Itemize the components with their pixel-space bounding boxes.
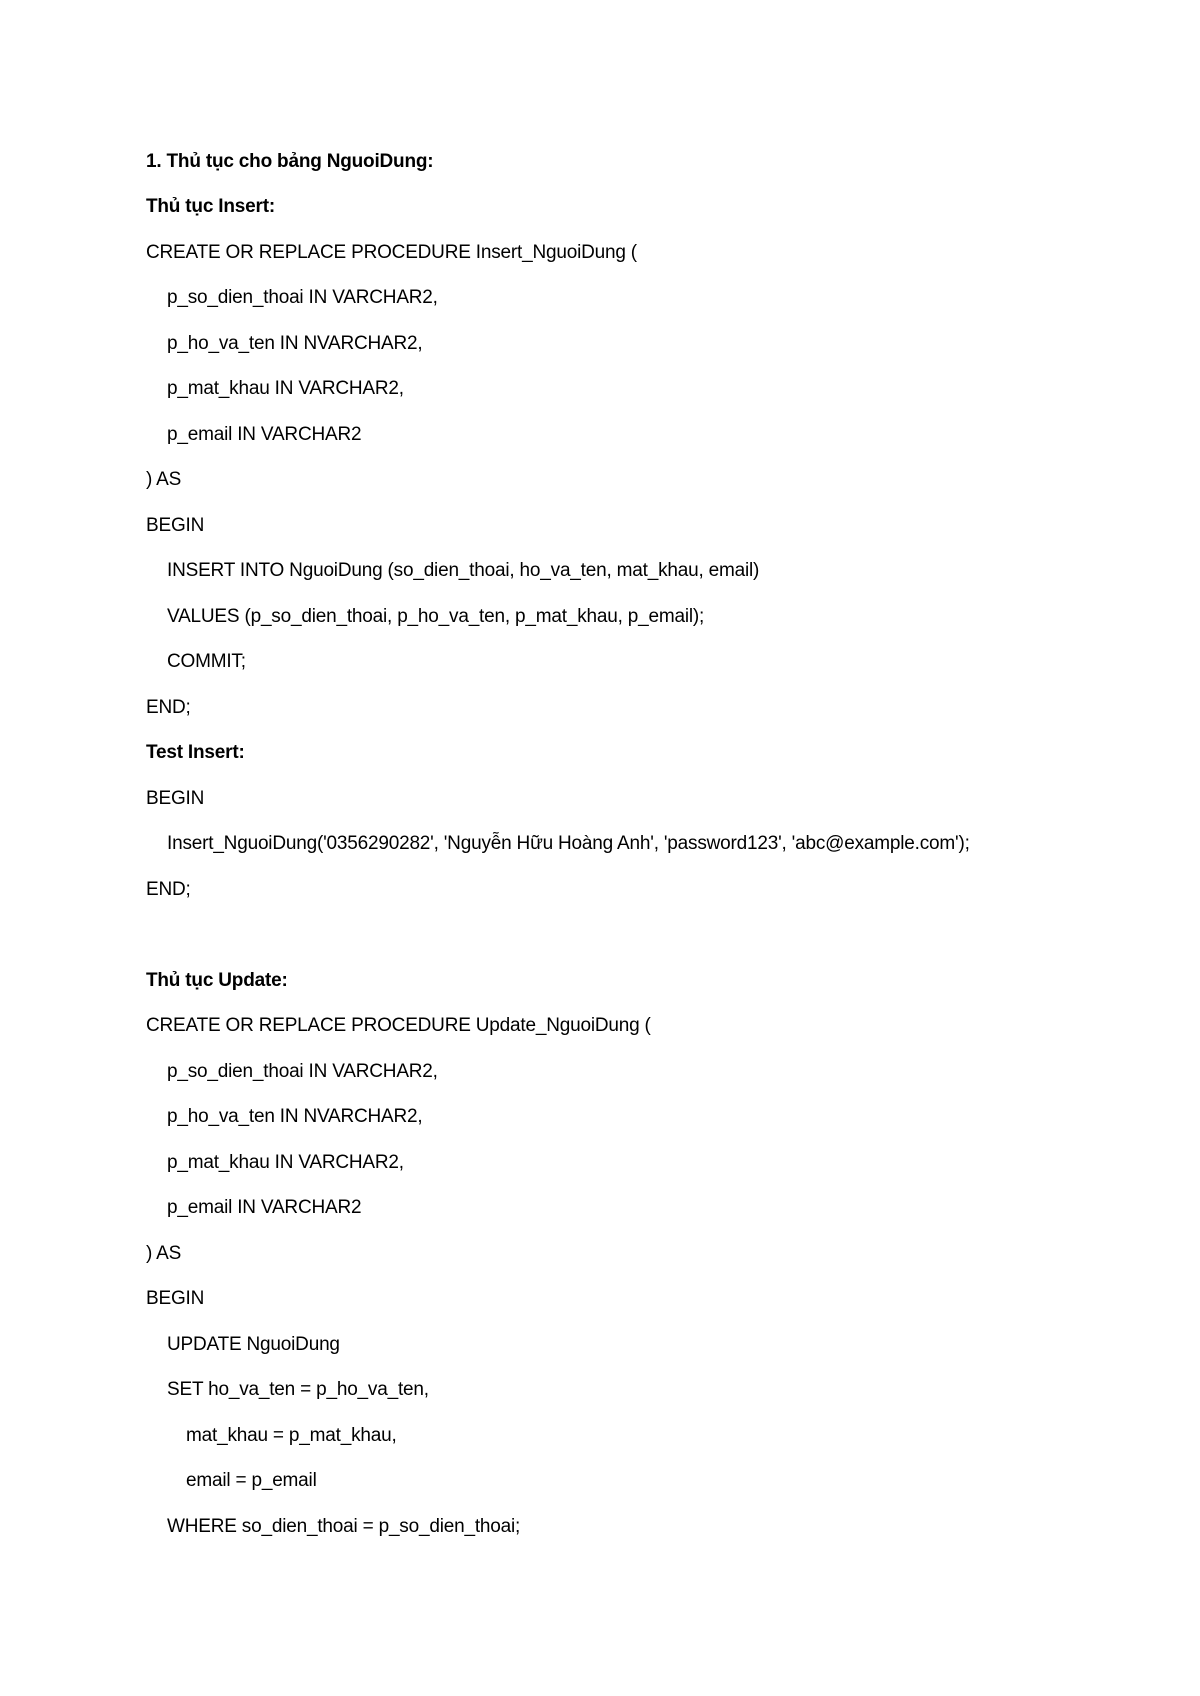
code-line: UPDATE NguoiDung <box>167 1334 340 1355</box>
code-line: p_email IN VARCHAR2 <box>167 1197 362 1218</box>
code-line: BEGIN <box>146 515 205 536</box>
code-line: p_email IN VARCHAR2 <box>167 424 362 445</box>
code-line: COMMIT; <box>167 651 246 672</box>
code-line: END; <box>146 879 191 900</box>
code-line: BEGIN <box>146 788 205 809</box>
code-line: CREATE OR REPLACE PROCEDURE Update_NguoiDung ( <box>146 1015 651 1036</box>
test-insert-heading: Test Insert: <box>146 742 245 763</box>
code-line: p_ho_va_ten IN NVARCHAR2, <box>167 333 423 354</box>
code-line: ) AS <box>146 1243 182 1264</box>
code-line: p_mat_khau IN VARCHAR2, <box>167 1152 404 1173</box>
insert-procedure-heading: Thủ tục Insert: <box>146 196 275 217</box>
code-line: ) AS <box>146 469 182 490</box>
code-line: Insert_NguoiDung('0356290282', 'Nguyễn Hữu Hoàng Anh', 'password123', 'abc@example.com'); <box>167 833 970 854</box>
code-line: mat_khau = p_mat_khau, <box>186 1425 397 1446</box>
code-line: p_ho_va_ten IN NVARCHAR2, <box>167 1106 423 1127</box>
code-line: p_mat_khau IN VARCHAR2, <box>167 378 404 399</box>
code-line: p_so_dien_thoai IN VARCHAR2, <box>167 1061 438 1082</box>
code-line: SET ho_va_ten = p_ho_va_ten, <box>167 1379 429 1400</box>
code-line: VALUES (p_so_dien_thoai, p_ho_va_ten, p_mat_khau, p_email); <box>167 606 705 627</box>
code-line: BEGIN <box>146 1288 205 1309</box>
section-heading: 1. Thủ tục cho bảng NguoiDung: <box>146 151 434 172</box>
code-line: CREATE OR REPLACE PROCEDURE Insert_NguoiDung ( <box>146 242 637 263</box>
code-line: WHERE so_dien_thoai = p_so_dien_thoai; <box>167 1516 521 1537</box>
code-line: END; <box>146 697 191 718</box>
code-line: INSERT INTO NguoiDung (so_dien_thoai, ho_va_ten, mat_khau, email) <box>167 560 760 581</box>
update-procedure-heading: Thủ tục Update: <box>146 970 288 991</box>
code-line: email = p_email <box>186 1470 317 1491</box>
code-line: p_so_dien_thoai IN VARCHAR2, <box>167 287 438 308</box>
